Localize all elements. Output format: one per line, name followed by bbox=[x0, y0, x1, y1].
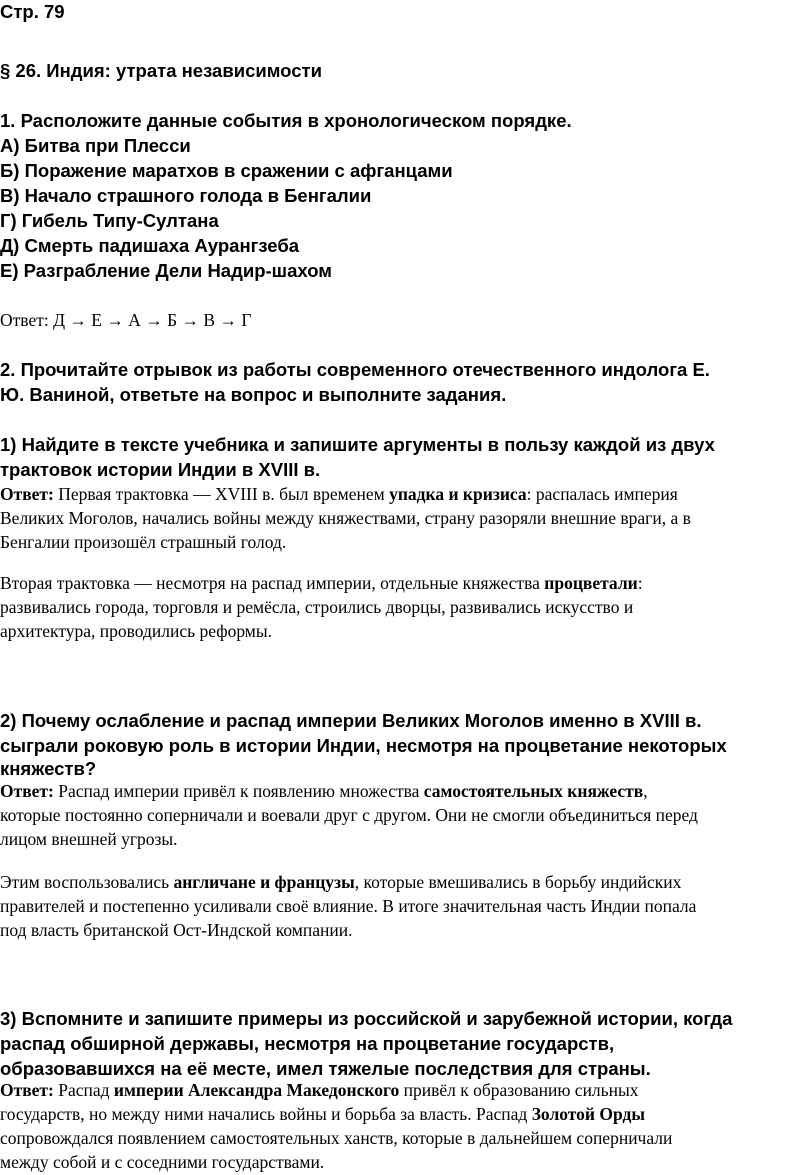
task1-option-a: А) Битва при Плесси bbox=[0, 135, 191, 156]
q3-question-line1: 3) Вспомните и запишите примеры из российской и зарубежной истории, когда bbox=[0, 1008, 733, 1029]
q2-answer-line3: лицом внешней угрозы. bbox=[0, 829, 178, 849]
q1-answer-line1: Ответ: Первая трактовка — XVIII в. был временем упадка и кризиса: распалась империя bbox=[0, 484, 678, 504]
q2-answer-line1: Ответ: Распад империи привёл к появлению множества самостоятельных княжеств, bbox=[0, 781, 648, 801]
q2-p2-line2: правителей и постепенно усиливали своё влияние. В итоге значительная часть Индии попала bbox=[0, 896, 697, 916]
emphasis: Золотой Орды bbox=[531, 1104, 645, 1124]
q3-answer-line4: между собой и с соседними государствами. bbox=[0, 1152, 325, 1172]
q1-answer-line2: Великих Моголов, начались войны между княжествами, страну разоряли внешние враги, а в bbox=[0, 508, 691, 528]
q2-answer-line2: которые постоянно соперничали и воевали друг с другом. Они не смогли объединиться перед bbox=[0, 805, 698, 825]
task2-intro-line1: 2. Прочитайте отрывок из работы современного отечественного индолога Е. bbox=[0, 359, 710, 380]
q3-question-line3: образовавшихся на её месте, имел тяжелые последствия для страны. bbox=[0, 1058, 651, 1079]
q3-answer-line1: Ответ: Распад империи Александра Македонского привёл к образованию сильных bbox=[0, 1080, 639, 1100]
q1-question-line1: 1) Найдите в тексте учебника и запишите аргументы в пользу каждой из двух bbox=[0, 434, 715, 455]
task1-answer: Ответ: Д → Е → А → Б → В → Г bbox=[0, 310, 252, 330]
q1-p2-line2: развивались города, торговля и ремёсла, строились дворцы, развивались искусство и bbox=[0, 597, 634, 617]
q1-p2-line3: архитектура, проводились реформы. bbox=[0, 621, 273, 641]
emphasis: англичане и французы bbox=[173, 872, 355, 892]
task1-option-g: Г) Гибель Типу-Султана bbox=[0, 210, 219, 231]
emphasis: империи Александра Македонского bbox=[113, 1080, 400, 1100]
q2-question-line3: княжеств? bbox=[0, 758, 97, 779]
emphasis: процветали bbox=[544, 573, 638, 593]
emphasis: самостоятельных княжеств bbox=[423, 781, 644, 801]
q2-question-line2: сыграли роковую роль в истории Индии, несмотря на процветание некоторых bbox=[0, 735, 727, 756]
answer-label: Ответ: bbox=[0, 484, 54, 504]
section-title: § 26. Индия: утрата независимости bbox=[0, 60, 322, 81]
q3-question-line2: распад обширной державы, несмотря на процветание государств, bbox=[0, 1033, 615, 1054]
q2-p2-line3: под власть британской Ост-Индской компании. bbox=[0, 920, 353, 940]
task1-option-e: Е) Разграбление Дели Надир-шахом bbox=[0, 260, 332, 281]
answer-label: Ответ: bbox=[0, 1080, 54, 1100]
q1-p2-line1: Вторая трактовка — несмотря на распад империи, отдельные княжества процветали: bbox=[0, 573, 643, 593]
q3-answer-line2: государств, но между ними начались войны и борьба за власть. Распад Золотой Орды bbox=[0, 1104, 645, 1124]
page-number: Стр. 79 bbox=[0, 1, 65, 22]
q1-question-line2: трактовок истории Индии в XVIII в. bbox=[0, 459, 321, 480]
task2-intro-line2: Ю. Ваниной, ответьте на вопрос и выполните задания. bbox=[0, 384, 507, 405]
q2-p2-line1: Этим воспользовались англичане и французы, которые вмешивались в борьбу индийских bbox=[0, 872, 682, 892]
emphasis: упадка и кризиса bbox=[389, 484, 527, 504]
task1-option-b: Б) Поражение маратхов в сражении с афганцами bbox=[0, 160, 453, 181]
answer-label: Ответ: bbox=[0, 781, 54, 801]
task1-question: 1. Расположите данные события в хронологическом порядке. bbox=[0, 110, 572, 131]
task1-option-v: В) Начало страшного голода в Бенгалии bbox=[0, 185, 372, 206]
q2-question-line1: 2) Почему ослабление и распад империи Великих Моголов именно в XVIII в. bbox=[0, 710, 702, 731]
task1-option-d: Д) Смерть падишаха Аурангзеба bbox=[0, 235, 300, 256]
q1-answer-line3: Бенгалии произошёл страшный голод. bbox=[0, 532, 287, 552]
q3-answer-line3: сопровождался появлением самостоятельных ханств, которые в дальнейшем соперничали bbox=[0, 1128, 673, 1148]
